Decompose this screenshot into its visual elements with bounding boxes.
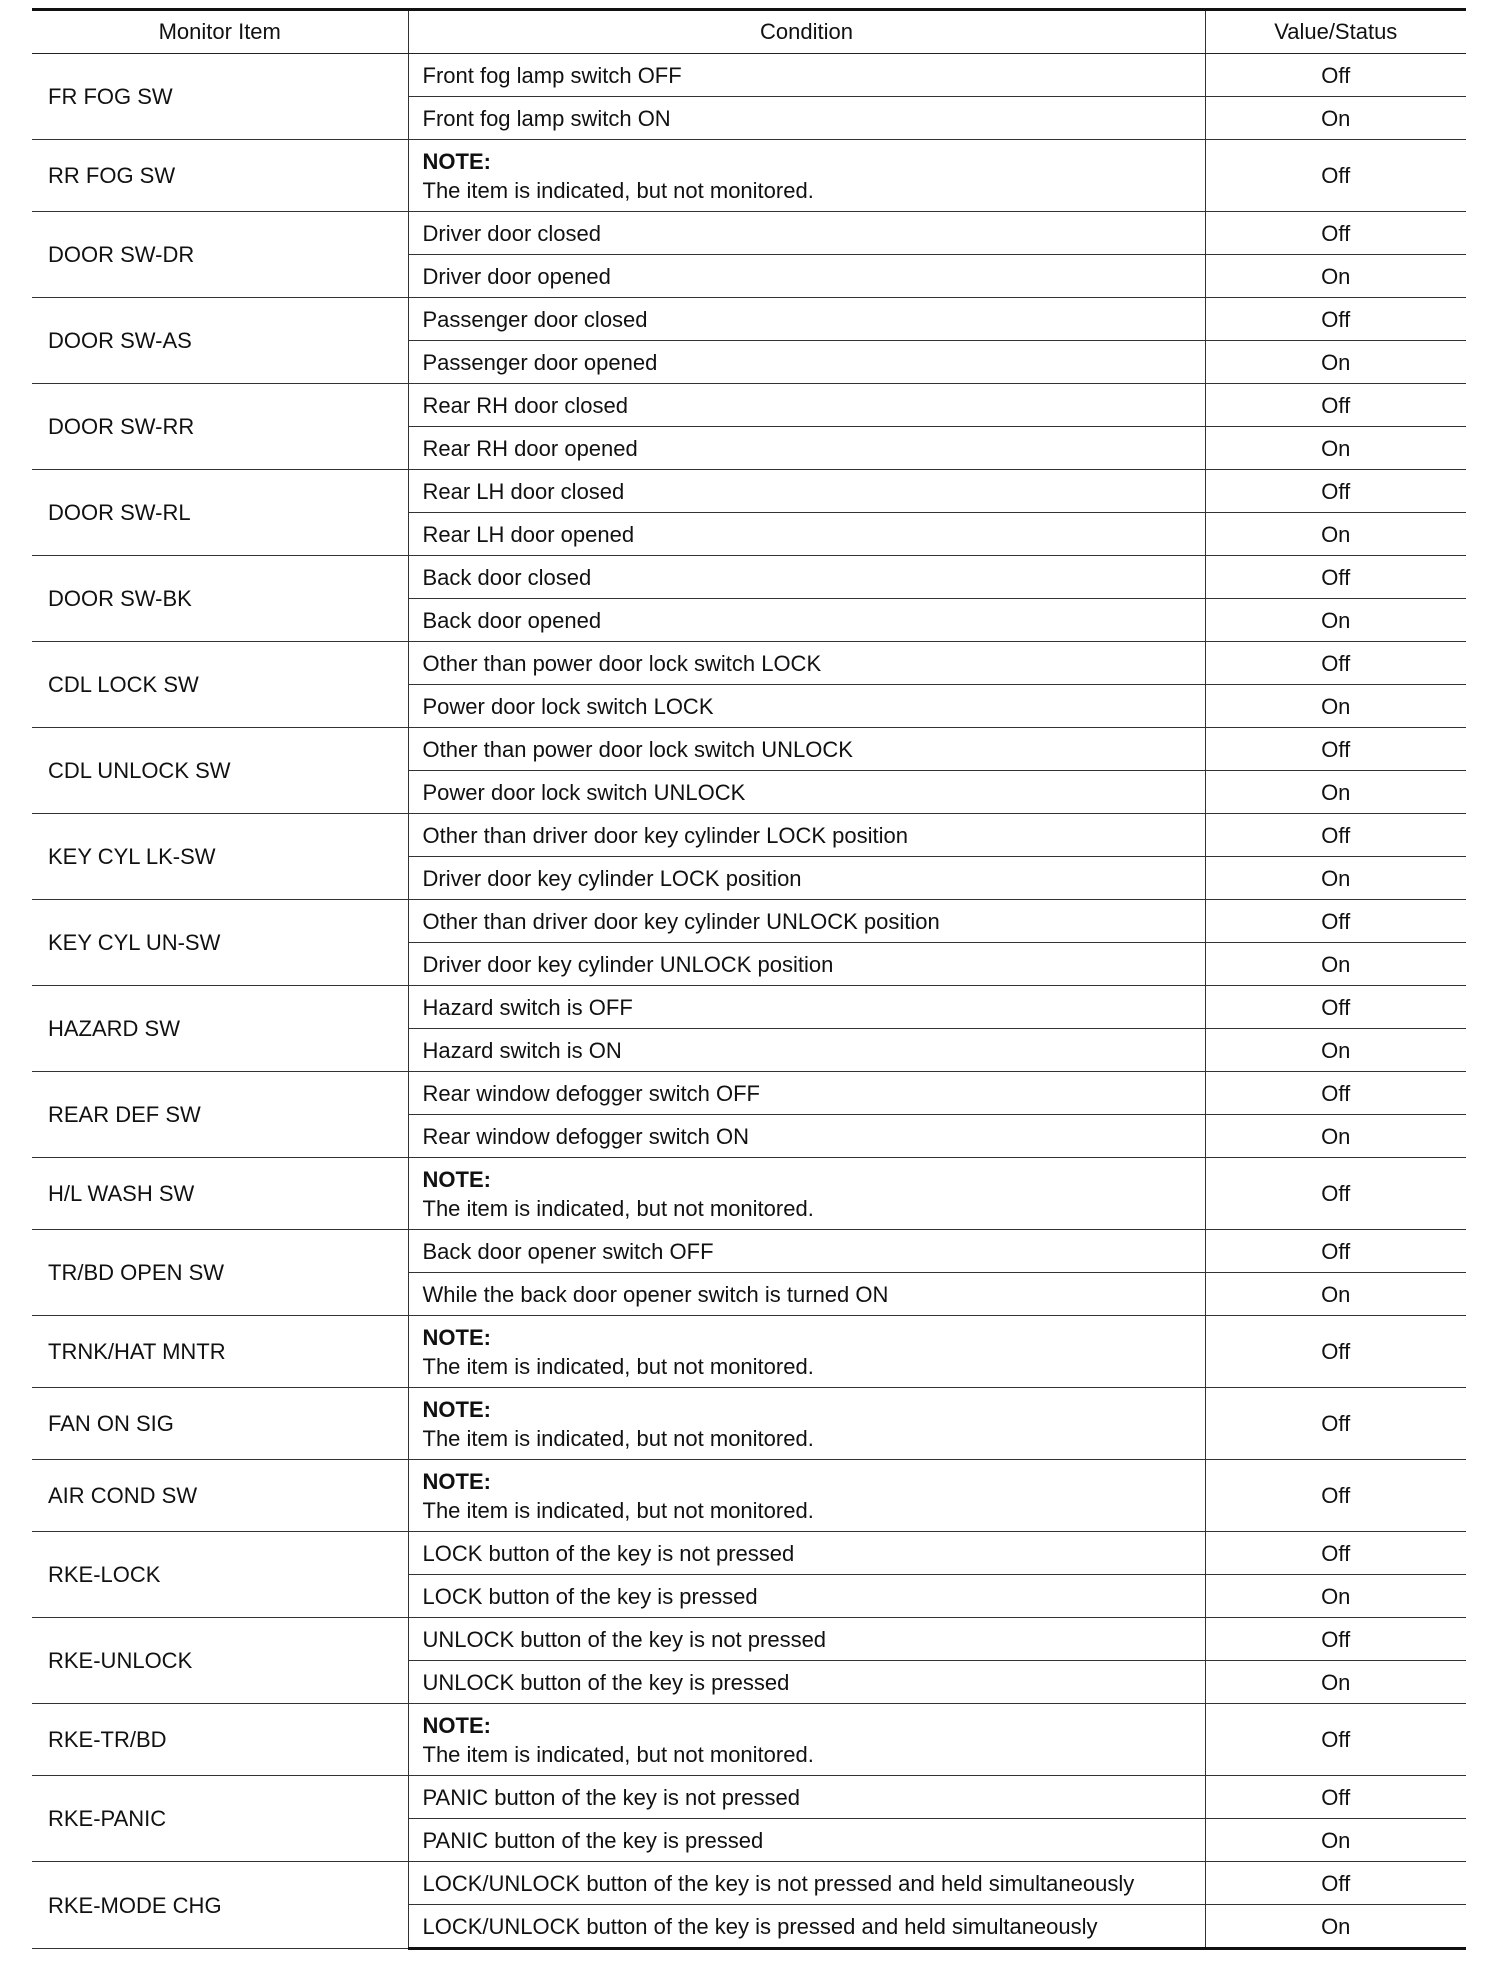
condition-cell: Rear window defogger switch OFF — [408, 1072, 1205, 1115]
condition-cell: Other than power door lock switch UNLOCK — [408, 728, 1205, 771]
condition-cell: LOCK/UNLOCK button of the key is not pressed and held simultaneously — [408, 1862, 1205, 1905]
monitor-item: FR FOG SW — [32, 54, 408, 140]
value-status: On — [1205, 1115, 1466, 1158]
note-label: NOTE: — [422, 1468, 491, 1494]
table-body — [32, 54, 1466, 1949]
value-status: Off — [1205, 1388, 1466, 1460]
table-row — [32, 212, 1466, 255]
monitor-item: TR/BD OPEN SW — [32, 1230, 408, 1316]
header-monitor-item: Monitor Item — [32, 10, 408, 54]
value-status: Off — [1205, 728, 1466, 771]
note-text: The item is indicated, but not monitored. — [422, 1353, 814, 1379]
condition-cell: Rear RH door closed — [408, 384, 1205, 427]
note-text: The item is indicated, but not monitored. — [422, 1741, 814, 1767]
note-text: The item is indicated, but not monitored. — [422, 1425, 814, 1451]
condition-cell: Hazard switch is ON — [408, 1029, 1205, 1072]
value-status: Off — [1205, 1460, 1466, 1532]
value-status: On — [1205, 255, 1466, 298]
value-status: Off — [1205, 1532, 1466, 1575]
monitor-item: RKE-LOCK — [32, 1532, 408, 1618]
value-status: Off — [1205, 1316, 1466, 1388]
table-row — [32, 1862, 1466, 1905]
condition-cell: PANIC button of the key is not pressed — [408, 1776, 1205, 1819]
table-row — [32, 728, 1466, 771]
note-text: The item is indicated, but not monitored. — [422, 1497, 814, 1523]
monitor-item: HAZARD SW — [32, 986, 408, 1072]
condition-cell: Front fog lamp switch OFF — [408, 54, 1205, 97]
condition-cell: Rear window defogger switch ON — [408, 1115, 1205, 1158]
value-status: Off — [1205, 54, 1466, 97]
monitor-item: CDL UNLOCK SW — [32, 728, 408, 814]
value-status: Off — [1205, 986, 1466, 1029]
note-label: NOTE: — [422, 148, 491, 174]
monitor-item: KEY CYL LK-SW — [32, 814, 408, 900]
monitor-item: RKE-UNLOCK — [32, 1618, 408, 1704]
monitor-item: DOOR SW-DR — [32, 212, 408, 298]
monitor-item: RKE-MODE CHG — [32, 1862, 408, 1949]
condition-cell: Other than power door lock switch LOCK — [408, 642, 1205, 685]
table-row — [32, 986, 1466, 1029]
condition-cell: Driver door closed — [408, 212, 1205, 255]
monitor-item: H/L WASH SW — [32, 1158, 408, 1230]
value-status: Off — [1205, 642, 1466, 685]
value-status: Off — [1205, 900, 1466, 943]
monitor-item: DOOR SW-RR — [32, 384, 408, 470]
table-row — [32, 1776, 1466, 1819]
note-label: NOTE: — [422, 1166, 491, 1192]
table-row — [32, 1618, 1466, 1661]
value-status: Off — [1205, 140, 1466, 212]
table-header-row — [32, 10, 1466, 54]
value-status: Off — [1205, 1230, 1466, 1273]
condition-cell — [408, 1388, 1205, 1460]
value-status: Off — [1205, 1776, 1466, 1819]
monitor-item: CDL LOCK SW — [32, 642, 408, 728]
value-status: Off — [1205, 556, 1466, 599]
condition-cell: LOCK button of the key is pressed — [408, 1575, 1205, 1618]
note-text: The item is indicated, but not monitored. — [422, 177, 814, 203]
value-status: On — [1205, 685, 1466, 728]
table-row — [32, 470, 1466, 513]
condition-cell: Other than driver door key cylinder LOCK position — [408, 814, 1205, 857]
monitor-item: TRNK/HAT MNTR — [32, 1316, 408, 1388]
value-status: Off — [1205, 212, 1466, 255]
condition-cell: Other than driver door key cylinder UNLOCK position — [408, 900, 1205, 943]
condition-cell: Rear LH door closed — [408, 470, 1205, 513]
value-status: Off — [1205, 298, 1466, 341]
monitor-item: RKE-PANIC — [32, 1776, 408, 1862]
value-status: Off — [1205, 814, 1466, 857]
value-status: On — [1205, 1273, 1466, 1316]
value-status: Off — [1205, 1158, 1466, 1230]
note-label: NOTE: — [422, 1712, 491, 1738]
condition-cell: LOCK/UNLOCK button of the key is pressed and held simultaneously — [408, 1905, 1205, 1949]
value-status: Off — [1205, 384, 1466, 427]
note-text: The item is indicated, but not monitored. — [422, 1195, 814, 1221]
value-status: Off — [1205, 1618, 1466, 1661]
table-row — [32, 54, 1466, 97]
monitor-item: DOOR SW-AS — [32, 298, 408, 384]
value-status: On — [1205, 599, 1466, 642]
condition-cell: Power door lock switch UNLOCK — [408, 771, 1205, 814]
monitor-item: DOOR SW-RL — [32, 470, 408, 556]
condition-cell: Back door opened — [408, 599, 1205, 642]
condition-cell: Passenger door closed — [408, 298, 1205, 341]
value-status: Off — [1205, 1072, 1466, 1115]
table-row — [32, 384, 1466, 427]
condition-cell: Driver door opened — [408, 255, 1205, 298]
value-status: On — [1205, 1819, 1466, 1862]
value-status: On — [1205, 513, 1466, 556]
note-label: NOTE: — [422, 1324, 491, 1350]
value-status: On — [1205, 857, 1466, 900]
condition-cell — [408, 1158, 1205, 1230]
monitor-item-table — [32, 8, 1466, 1950]
value-status: On — [1205, 1661, 1466, 1704]
table-row — [32, 1072, 1466, 1115]
condition-cell: LOCK button of the key is not pressed — [408, 1532, 1205, 1575]
table-row — [32, 900, 1466, 943]
table-row — [32, 298, 1466, 341]
condition-cell: While the back door opener switch is turned ON — [408, 1273, 1205, 1316]
table-row — [32, 1532, 1466, 1575]
value-status: On — [1205, 1905, 1466, 1949]
condition-cell: Back door opener switch OFF — [408, 1230, 1205, 1273]
value-status: On — [1205, 341, 1466, 384]
monitor-item: KEY CYL UN-SW — [32, 900, 408, 986]
table-row — [32, 556, 1466, 599]
value-status: Off — [1205, 1862, 1466, 1905]
condition-cell: PANIC button of the key is pressed — [408, 1819, 1205, 1862]
condition-cell — [408, 140, 1205, 212]
monitor-item: RR FOG SW — [32, 140, 408, 212]
condition-cell — [408, 1460, 1205, 1532]
table-row — [32, 1460, 1466, 1532]
value-status: On — [1205, 97, 1466, 140]
table-row — [32, 814, 1466, 857]
condition-cell — [408, 1704, 1205, 1776]
value-status: On — [1205, 1575, 1466, 1618]
table-row — [32, 642, 1466, 685]
table-row — [32, 1158, 1466, 1230]
table-row — [32, 1388, 1466, 1460]
table-row — [32, 140, 1466, 212]
monitor-item: RKE-TR/BD — [32, 1704, 408, 1776]
table-row — [32, 1316, 1466, 1388]
value-status: Off — [1205, 1704, 1466, 1776]
value-status: On — [1205, 771, 1466, 814]
monitor-item: DOOR SW-BK — [32, 556, 408, 642]
value-status: On — [1205, 943, 1466, 986]
note-label: NOTE: — [422, 1396, 491, 1422]
condition-cell: UNLOCK button of the key is pressed — [408, 1661, 1205, 1704]
condition-cell: Hazard switch is OFF — [408, 986, 1205, 1029]
header-condition: Condition — [408, 10, 1205, 54]
table-row — [32, 1230, 1466, 1273]
condition-cell: Back door closed — [408, 556, 1205, 599]
value-status: On — [1205, 1029, 1466, 1072]
condition-cell: Rear LH door opened — [408, 513, 1205, 556]
monitor-table-container — [32, 8, 1466, 1950]
condition-cell: Passenger door opened — [408, 341, 1205, 384]
condition-cell: Front fog lamp switch ON — [408, 97, 1205, 140]
condition-cell: Power door lock switch LOCK — [408, 685, 1205, 728]
value-status: Off — [1205, 470, 1466, 513]
condition-cell — [408, 1316, 1205, 1388]
condition-cell: Rear RH door opened — [408, 427, 1205, 470]
condition-cell: Driver door key cylinder UNLOCK position — [408, 943, 1205, 986]
header-value-status: Value/Status — [1205, 10, 1466, 54]
value-status: On — [1205, 427, 1466, 470]
monitor-item: AIR COND SW — [32, 1460, 408, 1532]
table-row — [32, 1704, 1466, 1776]
monitor-item: REAR DEF SW — [32, 1072, 408, 1158]
condition-cell: Driver door key cylinder LOCK position — [408, 857, 1205, 900]
condition-cell: UNLOCK button of the key is not pressed — [408, 1618, 1205, 1661]
monitor-item: FAN ON SIG — [32, 1388, 408, 1460]
